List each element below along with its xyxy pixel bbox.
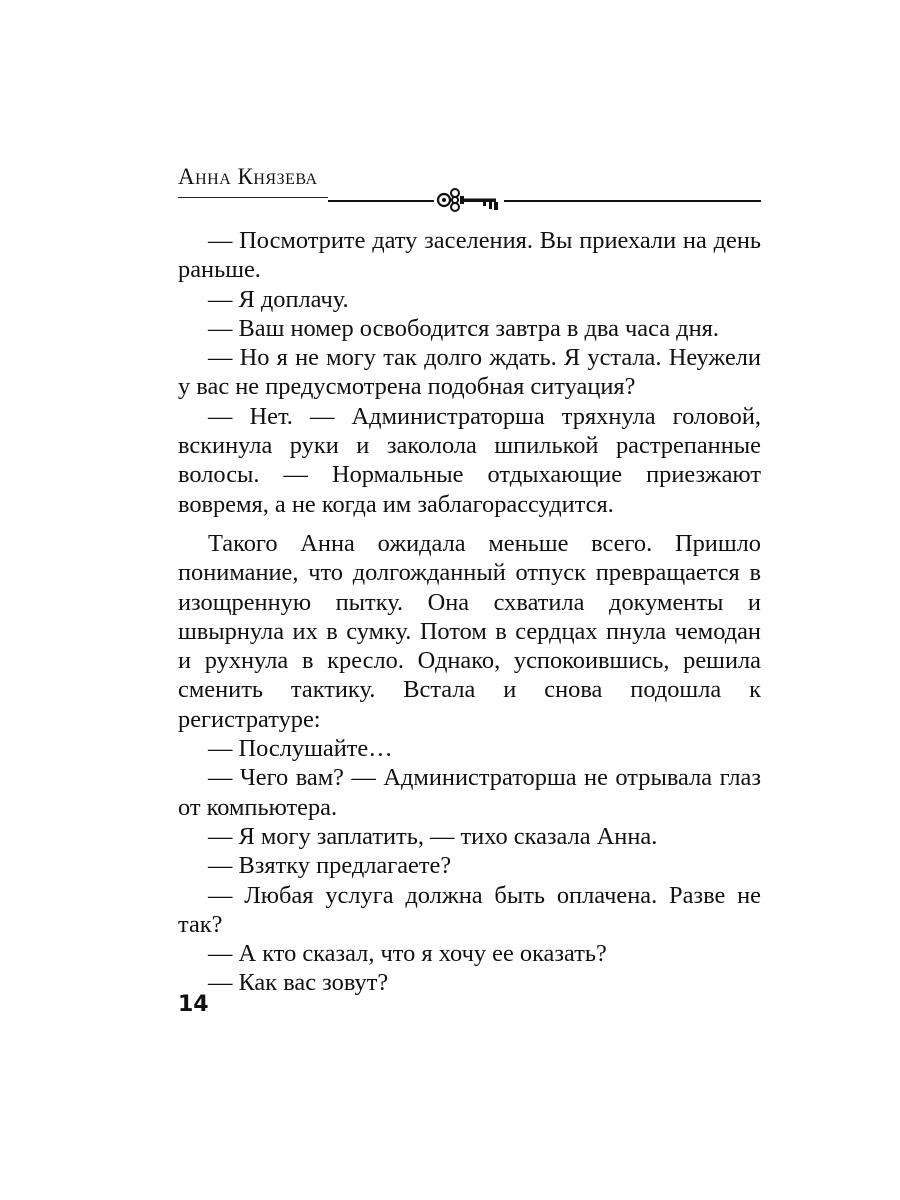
paragraph: — Я доплачу. [208, 285, 349, 313]
key-icon [434, 184, 504, 216]
paragraph: — Нет. — Администраторша тряхнула головой, вскинула руки и заколола шпилькой растрепанные волосы. — Нормальные отдыхающие приезжают вовремя, а не когда им заблагорассудится. [178, 402, 761, 518]
paragraph: — Любая услуга должна быть оплачена. Разве не так? [178, 881, 761, 938]
running-head-author: Анна Князева [178, 164, 318, 189]
header-rule [328, 200, 761, 202]
paragraph: — Ваш номер освободится завтра в два часа дня. [208, 314, 719, 342]
paragraph: — Чего вам? — Администраторша не отрывала глаз от компьютера. [178, 764, 761, 821]
paragraph: — А кто сказал, что я хочу ее оказать? [208, 940, 607, 968]
paragraph: — Но я не могу так долго ждать. Я устала. Неужели у вас не предусмотрена подобная ситуация? [178, 344, 761, 401]
page-body [178, 226, 761, 998]
paragraph: — Послушайте… [208, 735, 393, 763]
header-rule-left [178, 197, 328, 198]
page-number: 14 [178, 992, 209, 1017]
paragraph: Такого Анна ожидала меньше всего. Пришло понимание, что долгожданный отпуск превращается в изощренную пытку. Она схватила документы и швырнула их в сумку. Потом в сердцах пнула чемодан и рухнула в кресло. Однако, успокоившись, решила сменить тактику. Встала и снова подошла к регистратуре: [178, 529, 761, 733]
paragraph: — Как вас зовут? [208, 969, 389, 997]
paragraph: — Посмотрите дату заселения. Вы приехали на день раньше. [178, 227, 761, 284]
paragraph: — Взятку предлагаете? [208, 852, 452, 880]
paragraph: — Я могу заплатить, — тихо сказала Анна. [208, 822, 658, 850]
